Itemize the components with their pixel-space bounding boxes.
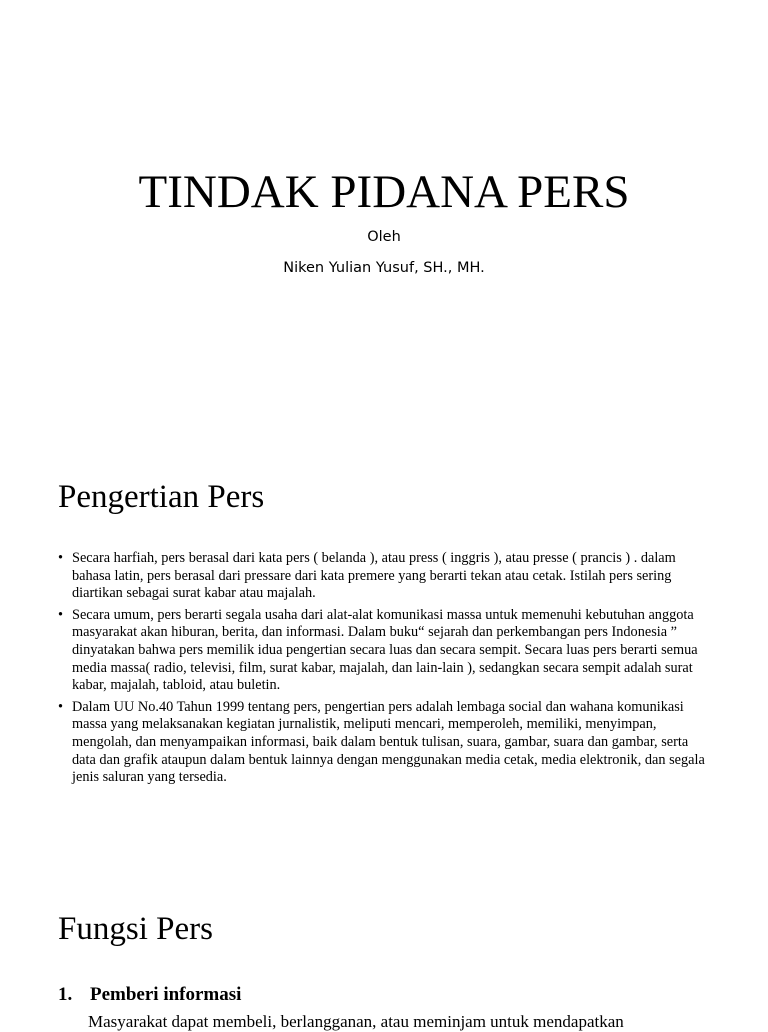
bullet-icon: • xyxy=(58,550,64,566)
item-body-text: Masyarakat dapat membeli, berlangganan, atau meminjam untuk mendapatkan xyxy=(88,1012,624,1031)
byline-label: Oleh xyxy=(367,229,401,245)
bullet-list xyxy=(58,550,708,791)
bullet-text: Secara umum, pers berarti segala usaha dari alat-alat komunikasi massa untuk memenuhi kebutuhan anggota masyarakat akan hiburan, berita, dan informasi. Dalam buku“ sejarah dan perkembangan pers Indonesia ” dinyatakan bahwa pers memilik idua pengertian secara luas dan secara sempit. Secara luas pers berarti semua media massa( radio, televisi, film, surat kabar, majalah, dan lain-lain ), sedangkan secara sempit adalah surat kabar, majalah, tabloid, atau buletin. xyxy=(72,606,698,694)
bullet-icon: • xyxy=(58,606,64,623)
item-label: Pemberi informasi xyxy=(90,984,242,1005)
item-number: 1. xyxy=(58,984,73,1005)
bullet-text: Secara harfiah, pers berasal dari kata pers ( belanda ), atau press ( inggris ), atau presse ( prancis ) . dalam bahasa latin, pers berasal dari pressare dari kata premere yang berarti tekan atau cetak. Istilah pers sering diartikan sebagai surat kabar atau majalah. xyxy=(72,550,676,602)
bullet-text: Dalam UU No.40 Tahun 1999 tentang pers, pengertian pers adalah lembaga social dan wahana komunikasi massa yang melaksanakan kegiatan jurnalistik, meliputi mencari, memperoleh, memiliki, menyimpan, mengolah, dan menyampaikan informasi, baik dalam bentuk tulisan, suara, gambar, suara dan gambar, serta data dan grafik ataupun dalam bentuk lainnya dengan menggunakan media cetak, media elektronik, dan segala jenis saluran yang tersedia. xyxy=(72,698,705,786)
function-slide xyxy=(0,860,768,1031)
presentation-title: TINDAK PIDANA PERS xyxy=(138,166,630,218)
title-slide xyxy=(0,0,768,430)
author-name: Niken Yulian Yusuf, SH., MH. xyxy=(283,260,485,276)
definition-slide xyxy=(0,430,768,860)
bullet-icon: • xyxy=(58,698,64,715)
bullet-item xyxy=(58,699,708,787)
slide-heading: Pengertian Pers xyxy=(58,479,265,515)
bullet-item xyxy=(58,550,708,603)
bullet-item xyxy=(58,607,708,695)
numbered-item-heading xyxy=(58,983,241,1007)
slide-heading: Fungsi Pers xyxy=(58,911,213,947)
